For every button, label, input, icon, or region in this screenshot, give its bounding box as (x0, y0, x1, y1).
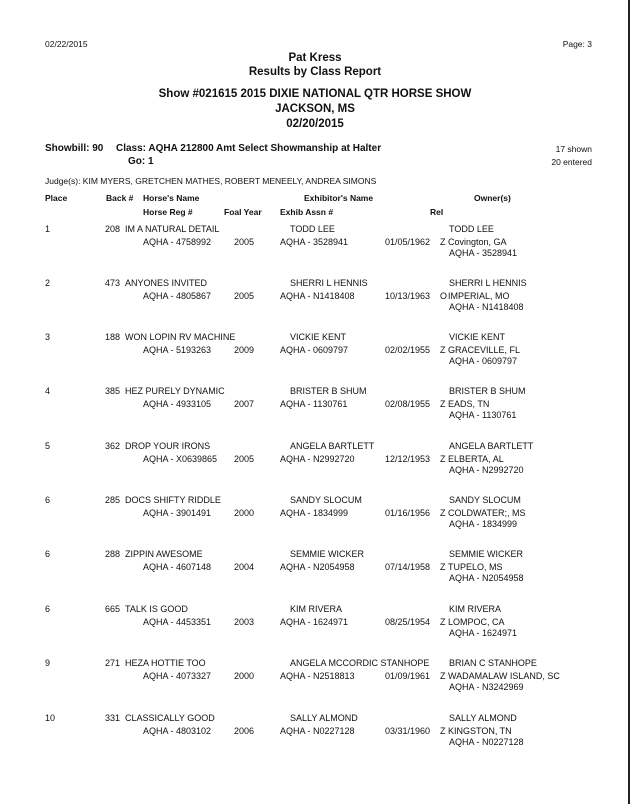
foal-year: 2003 (234, 617, 255, 627)
back-number: 362 (105, 441, 121, 451)
exhibitor-dob: 12/12/1953 (385, 454, 431, 464)
place-cell: 5 (45, 441, 51, 451)
col-foal-year: Foal Year (224, 207, 262, 217)
horse-reg: AQHA - 4607148 (143, 562, 212, 572)
foal-year: 2005 (234, 454, 255, 464)
owner-name: VICKIE KENT (449, 332, 506, 342)
class-name: Class: AQHA 212800 Amt Select Showmanship at Halter (116, 143, 382, 154)
owner-reg: AQHA - 1624971 (449, 628, 518, 638)
owner-city: Covington, GA (448, 237, 507, 247)
exhibitor-name: KIM RIVERA (290, 604, 343, 614)
place-cell: 6 (45, 495, 51, 505)
exhib-assn: AQHA - 1624971 (280, 617, 349, 627)
exhibitor-dob: 01/16/1956 (385, 508, 431, 518)
owner-name: SEMMIE WICKER (449, 549, 524, 559)
horse-name: ZIPPIN AWESOME (125, 549, 203, 559)
foal-year: 2000 (234, 671, 255, 681)
horse-name: TALK IS GOOD (125, 604, 188, 614)
relation-code: Z (440, 617, 446, 627)
back-number: 271 (105, 658, 121, 668)
relation-code: Z (440, 237, 446, 247)
exhibitor-name: TODD LEE (290, 224, 335, 234)
back-number: 285 (105, 495, 121, 505)
horse-reg: AQHA - X0639865 (143, 454, 218, 464)
relation-code: Z (440, 345, 446, 355)
owner-city: ELBERTA, AL (448, 454, 504, 464)
foal-year: 2007 (234, 399, 255, 409)
horse-reg: AQHA - 4453351 (143, 617, 212, 627)
owner-name: ANGELA BARTLETT (449, 441, 534, 451)
owner-name: KIM RIVERA (449, 604, 502, 614)
relation-code: Z (440, 454, 446, 464)
owner-reg: AQHA - 1130761 (449, 410, 517, 420)
owner-reg: AQHA - 0609797 (449, 356, 518, 366)
show-location: JACKSON, MS (275, 103, 355, 115)
horse-reg: AQHA - 5193263 (143, 345, 212, 355)
exhibitor-dob: 02/08/1955 (385, 399, 431, 409)
col-exhibitor-name: Exhibitor's Name (304, 193, 374, 203)
exhib-assn: AQHA - 1834999 (280, 508, 349, 518)
owner-reg: AQHA - N0227128 (449, 737, 524, 747)
exhibitor-dob: 10/13/1963 (385, 291, 431, 301)
table-row (0, 604, 630, 658)
place-cell: 6 (45, 604, 51, 614)
col-back: Back # (106, 193, 134, 203)
exhib-assn: AQHA - N2518813 (280, 671, 355, 681)
foal-year: 2005 (234, 291, 255, 301)
exhibitor-name: SHERRI L HENNIS (290, 278, 368, 288)
owner-city: KINGSTON, TN (448, 726, 512, 736)
col-horse-name: Horse's Name (143, 193, 200, 203)
owner-reg: AQHA - N1418408 (449, 302, 524, 312)
report-date: 02/22/2015 (45, 39, 88, 49)
exhib-assn: AQHA - 3528941 (280, 237, 349, 247)
owner-city: LOMPOC, CA (448, 617, 505, 627)
horse-reg: AQHA - 4803102 (143, 726, 212, 736)
exhibitor-name: ANGELA MCCORDIC STANHOPE (290, 658, 430, 668)
back-number: 665 (105, 604, 121, 614)
exhibitor-name: BRISTER B SHUM (290, 386, 367, 396)
table-row (0, 332, 630, 386)
relation-code: Z (440, 671, 446, 681)
foal-year: 2004 (234, 562, 255, 572)
exhibitor-dob: 01/05/1962 (385, 237, 431, 247)
owner-reg: AQHA - N2992720 (449, 465, 524, 475)
back-number: 208 (105, 224, 121, 234)
table-row (0, 386, 630, 440)
place-cell: 10 (45, 713, 56, 723)
exhibitor-name: SEMMIE WICKER (290, 549, 365, 559)
show-name: Show #021615 2015 DIXIE NATIONAL QTR HORSE SHOW (158, 88, 472, 100)
owner-city: WADAMALAW ISLAND, SC (448, 671, 560, 681)
exhibitor-dob: 08/25/1954 (385, 617, 431, 627)
place-cell: 9 (45, 658, 51, 668)
relation-code: Z (440, 399, 446, 409)
table-row (0, 441, 630, 495)
owner-city: IMPERIAL, MO (448, 291, 510, 301)
exhib-assn: AQHA - N2054958 (280, 562, 355, 572)
exhib-assn: AQHA - 0609797 (280, 345, 349, 355)
horse-name: ANYONES INVITED (125, 278, 208, 288)
place-cell: 2 (45, 278, 51, 288)
exhibitor-dob: 02/02/1955 (385, 345, 431, 355)
owner-reg: AQHA - 1834999 (449, 519, 518, 529)
col-place: Place (45, 193, 68, 203)
back-number: 331 (105, 713, 121, 723)
exhibitor-name: SANDY SLOCUM (290, 495, 362, 505)
exhibitor-dob: 03/31/1960 (385, 726, 431, 736)
owner-city: GRACEVILLE, FL (448, 345, 521, 355)
table-row (0, 224, 630, 278)
place-cell: 1 (45, 224, 51, 234)
go-number: Go: 1 (128, 156, 154, 167)
back-number: 288 (105, 549, 121, 559)
owner-name: SANDY SLOCUM (449, 495, 521, 505)
report-title: Results by Class Report (248, 66, 382, 78)
horse-name: DOCS SHIFTY RIDDLE (125, 495, 221, 505)
owner-city: TUPELO, MS (448, 562, 503, 572)
relation-code: Z (440, 508, 446, 518)
relation-code: Z (440, 726, 446, 736)
horse-name: HEZA HOTTIE TOO (125, 658, 206, 668)
place-cell: 6 (45, 549, 51, 559)
back-number: 385 (105, 386, 121, 396)
foal-year: 2006 (234, 726, 255, 736)
page-number: Page: 3 (562, 39, 592, 49)
exhibitor-name: VICKIE KENT (290, 332, 347, 342)
col-exhib-assn: Exhib Assn # (280, 207, 334, 217)
exhibitor-dob: 01/09/1961 (385, 671, 431, 681)
horse-reg: AQHA - 4073327 (143, 671, 212, 681)
owner-reg: AQHA - 3528941 (449, 248, 518, 258)
owner-city: EADS, TN (448, 399, 490, 409)
horse-reg: AQHA - 4933105 (143, 399, 212, 409)
judges: Judge(s): KIM MYERS, GRETCHEN MATHES, ROBERT MENEELY, ANDREA SIMONS (45, 176, 377, 186)
foal-year: 2009 (234, 345, 255, 355)
table-row (0, 278, 630, 332)
horse-name: DROP YOUR IRONS (125, 441, 211, 451)
exhib-assn: AQHA - N2992720 (280, 454, 355, 464)
exhibitor-name: SALLY ALMOND (290, 713, 358, 723)
back-number: 188 (105, 332, 121, 342)
table-row (0, 495, 630, 549)
foal-year: 2005 (234, 237, 255, 247)
col-owners: Owner(s) (474, 193, 511, 203)
owner-name: BRIAN C STANHOPE (449, 658, 537, 668)
table-row (0, 713, 630, 767)
shown-count: 17 shown (555, 144, 592, 154)
exhibitor-dob: 07/14/1958 (385, 562, 431, 572)
owner-name: SALLY ALMOND (449, 713, 517, 723)
owner-name: SHERRI L HENNIS (449, 278, 527, 288)
horse-name: HEZ PURELY DYNAMIC (125, 386, 225, 396)
exhib-assn: AQHA - N0227128 (280, 726, 355, 736)
place-cell: 4 (45, 386, 51, 396)
exhib-assn: AQHA - 1130761 (280, 399, 348, 409)
horse-name: CLASSICALLY GOOD (125, 713, 215, 723)
owner-name: BRISTER B SHUM (449, 386, 526, 396)
owner-reg: AQHA - N3242969 (449, 682, 524, 692)
table-row (0, 549, 630, 603)
owner-name: TODD LEE (449, 224, 494, 234)
foal-year: 2000 (234, 508, 255, 518)
showbill: Showbill: 90 (45, 143, 104, 154)
relation-code: O (440, 291, 448, 301)
owner-reg: AQHA - N2054958 (449, 573, 524, 583)
exhib-assn: AQHA - N1418408 (280, 291, 355, 301)
horse-name: WON LOPIN RV MACHINE (125, 332, 236, 342)
col-horse-reg: Horse Reg # (143, 207, 193, 217)
horse-name: IM A NATURAL DETAIL (125, 224, 220, 234)
entered-count: 20 entered (551, 157, 592, 167)
horse-reg: AQHA - 4758992 (143, 237, 212, 247)
show-date: 02/20/2015 (286, 118, 344, 130)
col-rel: Rel (430, 207, 444, 217)
table-row (0, 658, 630, 712)
back-number: 473 (105, 278, 121, 288)
report-owner: Pat Kress (288, 52, 342, 64)
horse-reg: AQHA - 4805867 (143, 291, 212, 301)
horse-reg: AQHA - 3901491 (143, 508, 212, 518)
relation-code: Z (440, 562, 446, 572)
place-cell: 3 (45, 332, 51, 342)
owner-city: COLDWATER;, MS (448, 508, 526, 518)
exhibitor-name: ANGELA BARTLETT (290, 441, 375, 451)
